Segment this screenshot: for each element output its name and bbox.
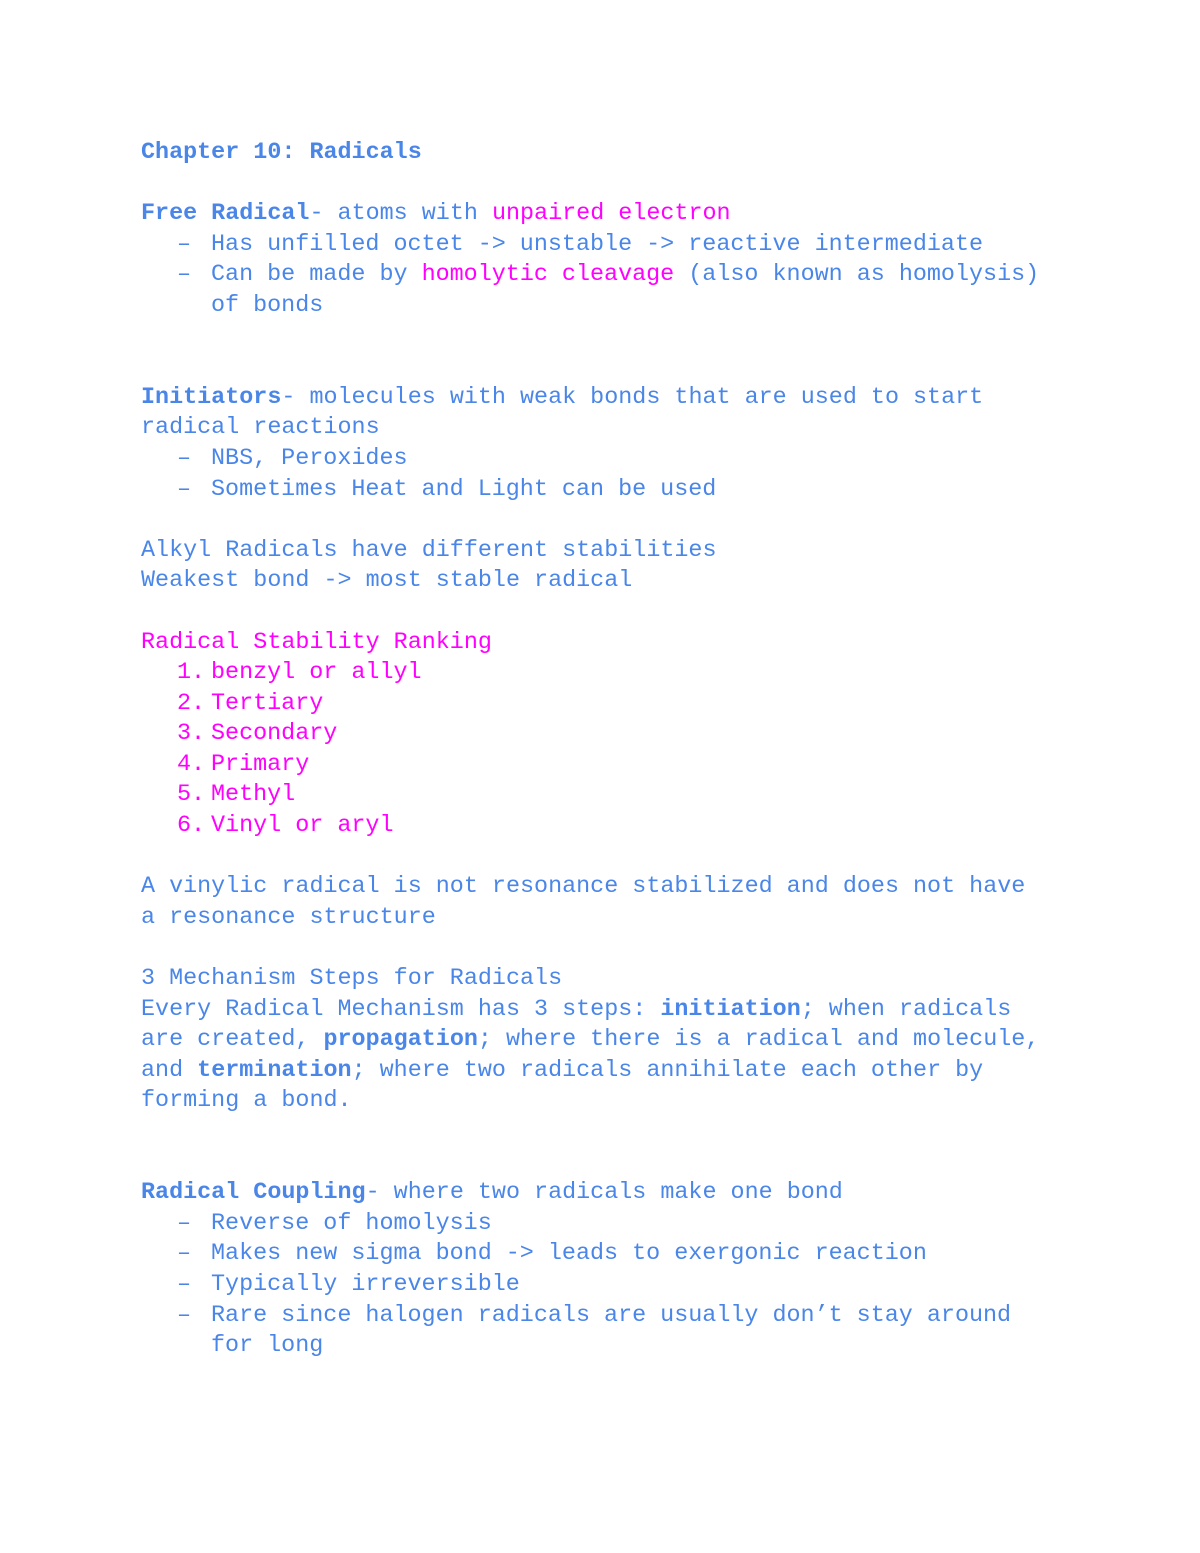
text: ; where two radicals annihilate each other by bbox=[351, 1057, 984, 1084]
mechanism-line-1 bbox=[141, 995, 1141, 1026]
vinylic-line-2: a resonance structure bbox=[141, 904, 436, 931]
initiators-def: - molecules with weak bonds that are used to start bbox=[281, 384, 984, 411]
initiators-def-line-2: radical reactions bbox=[141, 415, 380, 442]
coupling-bullet bbox=[141, 1239, 1141, 1270]
free-radical-bullet-2 bbox=[141, 260, 1141, 291]
text: ; where there is a radical and molecule, bbox=[477, 1027, 1040, 1054]
coupling-bullet-4-cont: for long bbox=[211, 1333, 324, 1360]
coupling-def: - where two radicals make one bond bbox=[365, 1180, 843, 1207]
coupling-bullet bbox=[141, 1270, 1141, 1301]
ranking-number: 6. bbox=[177, 813, 206, 840]
coupling-term: Radical Coupling bbox=[141, 1180, 366, 1207]
chapter-title: Chapter 10: Radicals bbox=[141, 140, 422, 166]
ranking-number: 3. bbox=[177, 721, 206, 748]
ranking-number: 2. bbox=[177, 690, 206, 717]
ranking-title: Radical Stability Ranking bbox=[141, 629, 492, 656]
bullet-dash: – bbox=[177, 262, 192, 289]
ranking-label: Primary bbox=[211, 751, 310, 778]
bullet-dash: – bbox=[177, 1241, 192, 1268]
bullet-text: Makes new sigma bond -> leads to exergonic reaction bbox=[211, 1241, 927, 1268]
bullet-dash: – bbox=[177, 1271, 192, 1298]
ranking-item bbox=[141, 658, 1141, 689]
bullet-dash: – bbox=[177, 231, 192, 258]
text: Every Radical Mechanism has 3 steps: bbox=[141, 996, 661, 1023]
bullet-dash: – bbox=[177, 476, 192, 503]
bullet-text: Has unfilled octet -> unstable -> reactive intermediate bbox=[211, 231, 984, 258]
mechanism-line-2 bbox=[141, 1025, 1141, 1056]
ranking-label: Secondary bbox=[211, 721, 338, 748]
homolytic-cleavage-highlight: homolytic cleavage bbox=[421, 262, 675, 289]
initiators-definition bbox=[141, 383, 1141, 414]
free-radical-definition bbox=[141, 199, 1141, 230]
ranking-number: 4. bbox=[177, 751, 206, 778]
bullet-text: NBS, Peroxides bbox=[211, 445, 408, 472]
free-radical-sep: - atoms with bbox=[309, 201, 492, 228]
mechanism-line-3 bbox=[141, 1056, 1141, 1087]
text: are created, bbox=[141, 1027, 324, 1054]
mechanism-title: 3 Mechanism Steps for Radicals bbox=[141, 966, 563, 993]
coupling-bullet bbox=[141, 1209, 1141, 1240]
initiators-term: Initiators bbox=[141, 384, 282, 411]
initiation-term: initiation bbox=[660, 996, 801, 1023]
unpaired-electron-highlight: unpaired electron bbox=[491, 201, 731, 228]
ranking-item bbox=[141, 689, 1141, 720]
bullet-dash: – bbox=[177, 1302, 192, 1329]
bullet-text-pre: Can be made by bbox=[211, 262, 422, 289]
bullet-dash: – bbox=[177, 445, 192, 472]
ranking-item bbox=[141, 780, 1141, 811]
ranking-label: Methyl bbox=[211, 782, 296, 809]
coupling-bullet bbox=[141, 1301, 1141, 1332]
coupling-definition bbox=[141, 1178, 1141, 1209]
ranking-item bbox=[141, 811, 1141, 842]
vinylic-line-1: A vinylic radical is not resonance stabilized and does not have bbox=[141, 874, 1026, 901]
ranking-label: Vinyl or aryl bbox=[211, 813, 394, 840]
ranking-label: benzyl or allyl bbox=[211, 660, 422, 687]
bullet-text: Rare since halogen radicals are usually don’t stay around bbox=[211, 1302, 1012, 1329]
alkyl-line-2: Weakest bond -> most stable radical bbox=[141, 568, 633, 595]
termination-term: termination bbox=[197, 1057, 352, 1084]
bullet-text: Sometimes Heat and Light can be used bbox=[211, 476, 717, 503]
initiators-bullet-1 bbox=[141, 444, 1141, 475]
text: ; when radicals bbox=[800, 996, 1012, 1023]
initiators-bullet-2 bbox=[141, 475, 1141, 506]
ranking-item bbox=[141, 719, 1141, 750]
propagation-term: propagation bbox=[323, 1027, 478, 1054]
ranking-item bbox=[141, 750, 1141, 781]
document-body bbox=[141, 138, 1141, 1362]
bullet-text: Typically irreversible bbox=[211, 1271, 520, 1298]
text: and bbox=[141, 1057, 198, 1084]
ranking-label: Tertiary bbox=[211, 690, 324, 717]
free-radical-term: Free Radical bbox=[141, 201, 310, 228]
ranking-number: 5. bbox=[177, 782, 206, 809]
ranking-number: 1. bbox=[177, 660, 206, 687]
free-radical-bullet-1 bbox=[141, 230, 1141, 261]
alkyl-line-1: Alkyl Radicals have different stabilities bbox=[141, 537, 717, 564]
mechanism-line-4: forming a bond. bbox=[141, 1088, 352, 1115]
bullet-text-post: (also known as homolysis) bbox=[674, 262, 1040, 289]
bullet-text: Reverse of homolysis bbox=[211, 1210, 492, 1237]
free-radical-bullet-2-cont: of bonds bbox=[211, 292, 324, 319]
bullet-dash: – bbox=[177, 1210, 192, 1237]
